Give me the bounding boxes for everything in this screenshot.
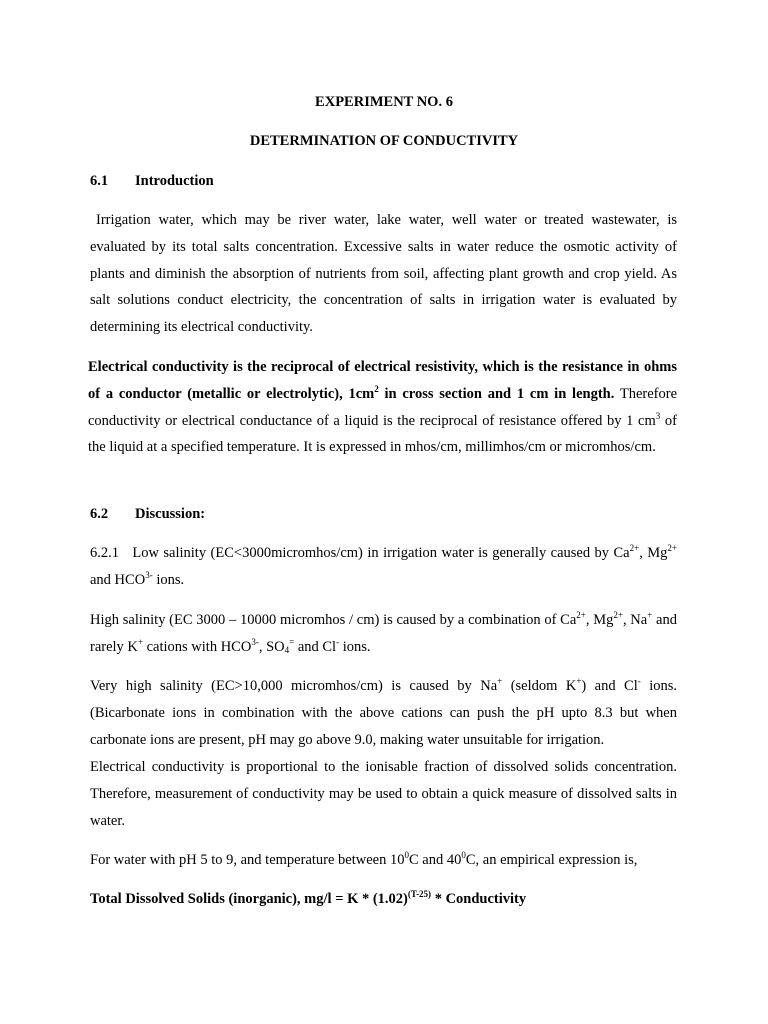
intro-heading — [90, 173, 214, 190]
definition-paragraph: Electrical conductivity is the reciprocal of electrical resistivity, which is the resistance in ohms of a conductor (metallic or electrolytic), $1cm^2$ in cross section and 1 cm in length. Therefore conductivity or electrical conductance of a liquid is the reciprocal of resistance offered by 1 $cm^3$ of the liquid at a specified temperature. It is expressed in mhos/cm, millimhos/cm or micromhos/cm. — [88, 359, 677, 456]
intro-paragraph: Irrigation water, which may be river water, lake water, well water or treated wastewater, is evaluated by its total salts concentration. Excessive salts in water reduce the osmotic activity of plants and diminish the absorption of nutrients from soil, affecting plant growth and crop yield. As salt solutions conduct electricity, the concentration of salts in irrigation water is evaluated by determining its electrical conductivity. — [90, 212, 677, 336]
subject-title: DETERMINATION OF CONDUCTIVITY — [249, 133, 519, 149]
intro-heading-label: Introduction — [135, 173, 214, 189]
tds-formula: Total Dissolved Solids (inorganic), $mg/l = K * (1.02)^{(T-25)}$ * Conductivity — [90, 889, 527, 907]
discussion-heading — [90, 506, 205, 523]
very-high-salinity-paragraph: Very high salinity (EC>10,000 micromhos/cm) is caused by Na+ (seldom K+) and Cl- ions. (Bicarbonate ions in combination with the above cations can push the pH upto 8.3 but when carbonate ions are present, pH may go above 9.0, making water unsuitable for irrigation. — [90, 676, 678, 748]
discussion-heading-number: 6.2 — [90, 506, 109, 522]
high-salinity-paragraph: High salinity (EC 3000 – 10000 micromhos / cm) is caused by a combination of $Ca^{2+}$, $Mg^{2+}$, Na+ and rarely K+ cations with $HCO^{3-}$, $SO_4^=$ and Cl- ions. — [90, 610, 677, 655]
empirical-expression-intro: For water with pH 5 to 9, and temperature between $10^0C$ and $40^0C$, an empirical expression is, — [90, 850, 638, 868]
intro-heading-number: 6.1 — [90, 173, 109, 189]
discussion-heading-label: Discussion: — [135, 506, 206, 522]
conductivity-paragraph: Electrical conductivity is proportional to the ionisable fraction of dissolved solids concentration. Therefore, measurement of conductivity may be used to obtain a quick measure of dissolved salts in water. — [90, 759, 677, 829]
low-salinity-paragraph: 6.2.1 Low salinity (EC<3000micromhos/cm) in irrigation water is generally caused by $Ca^{2+}$, $Mg^{2+}$ and $HCO^{3-}$ ions. — [90, 543, 681, 588]
experiment-title: EXPERIMENT NO. 6 — [315, 94, 453, 110]
